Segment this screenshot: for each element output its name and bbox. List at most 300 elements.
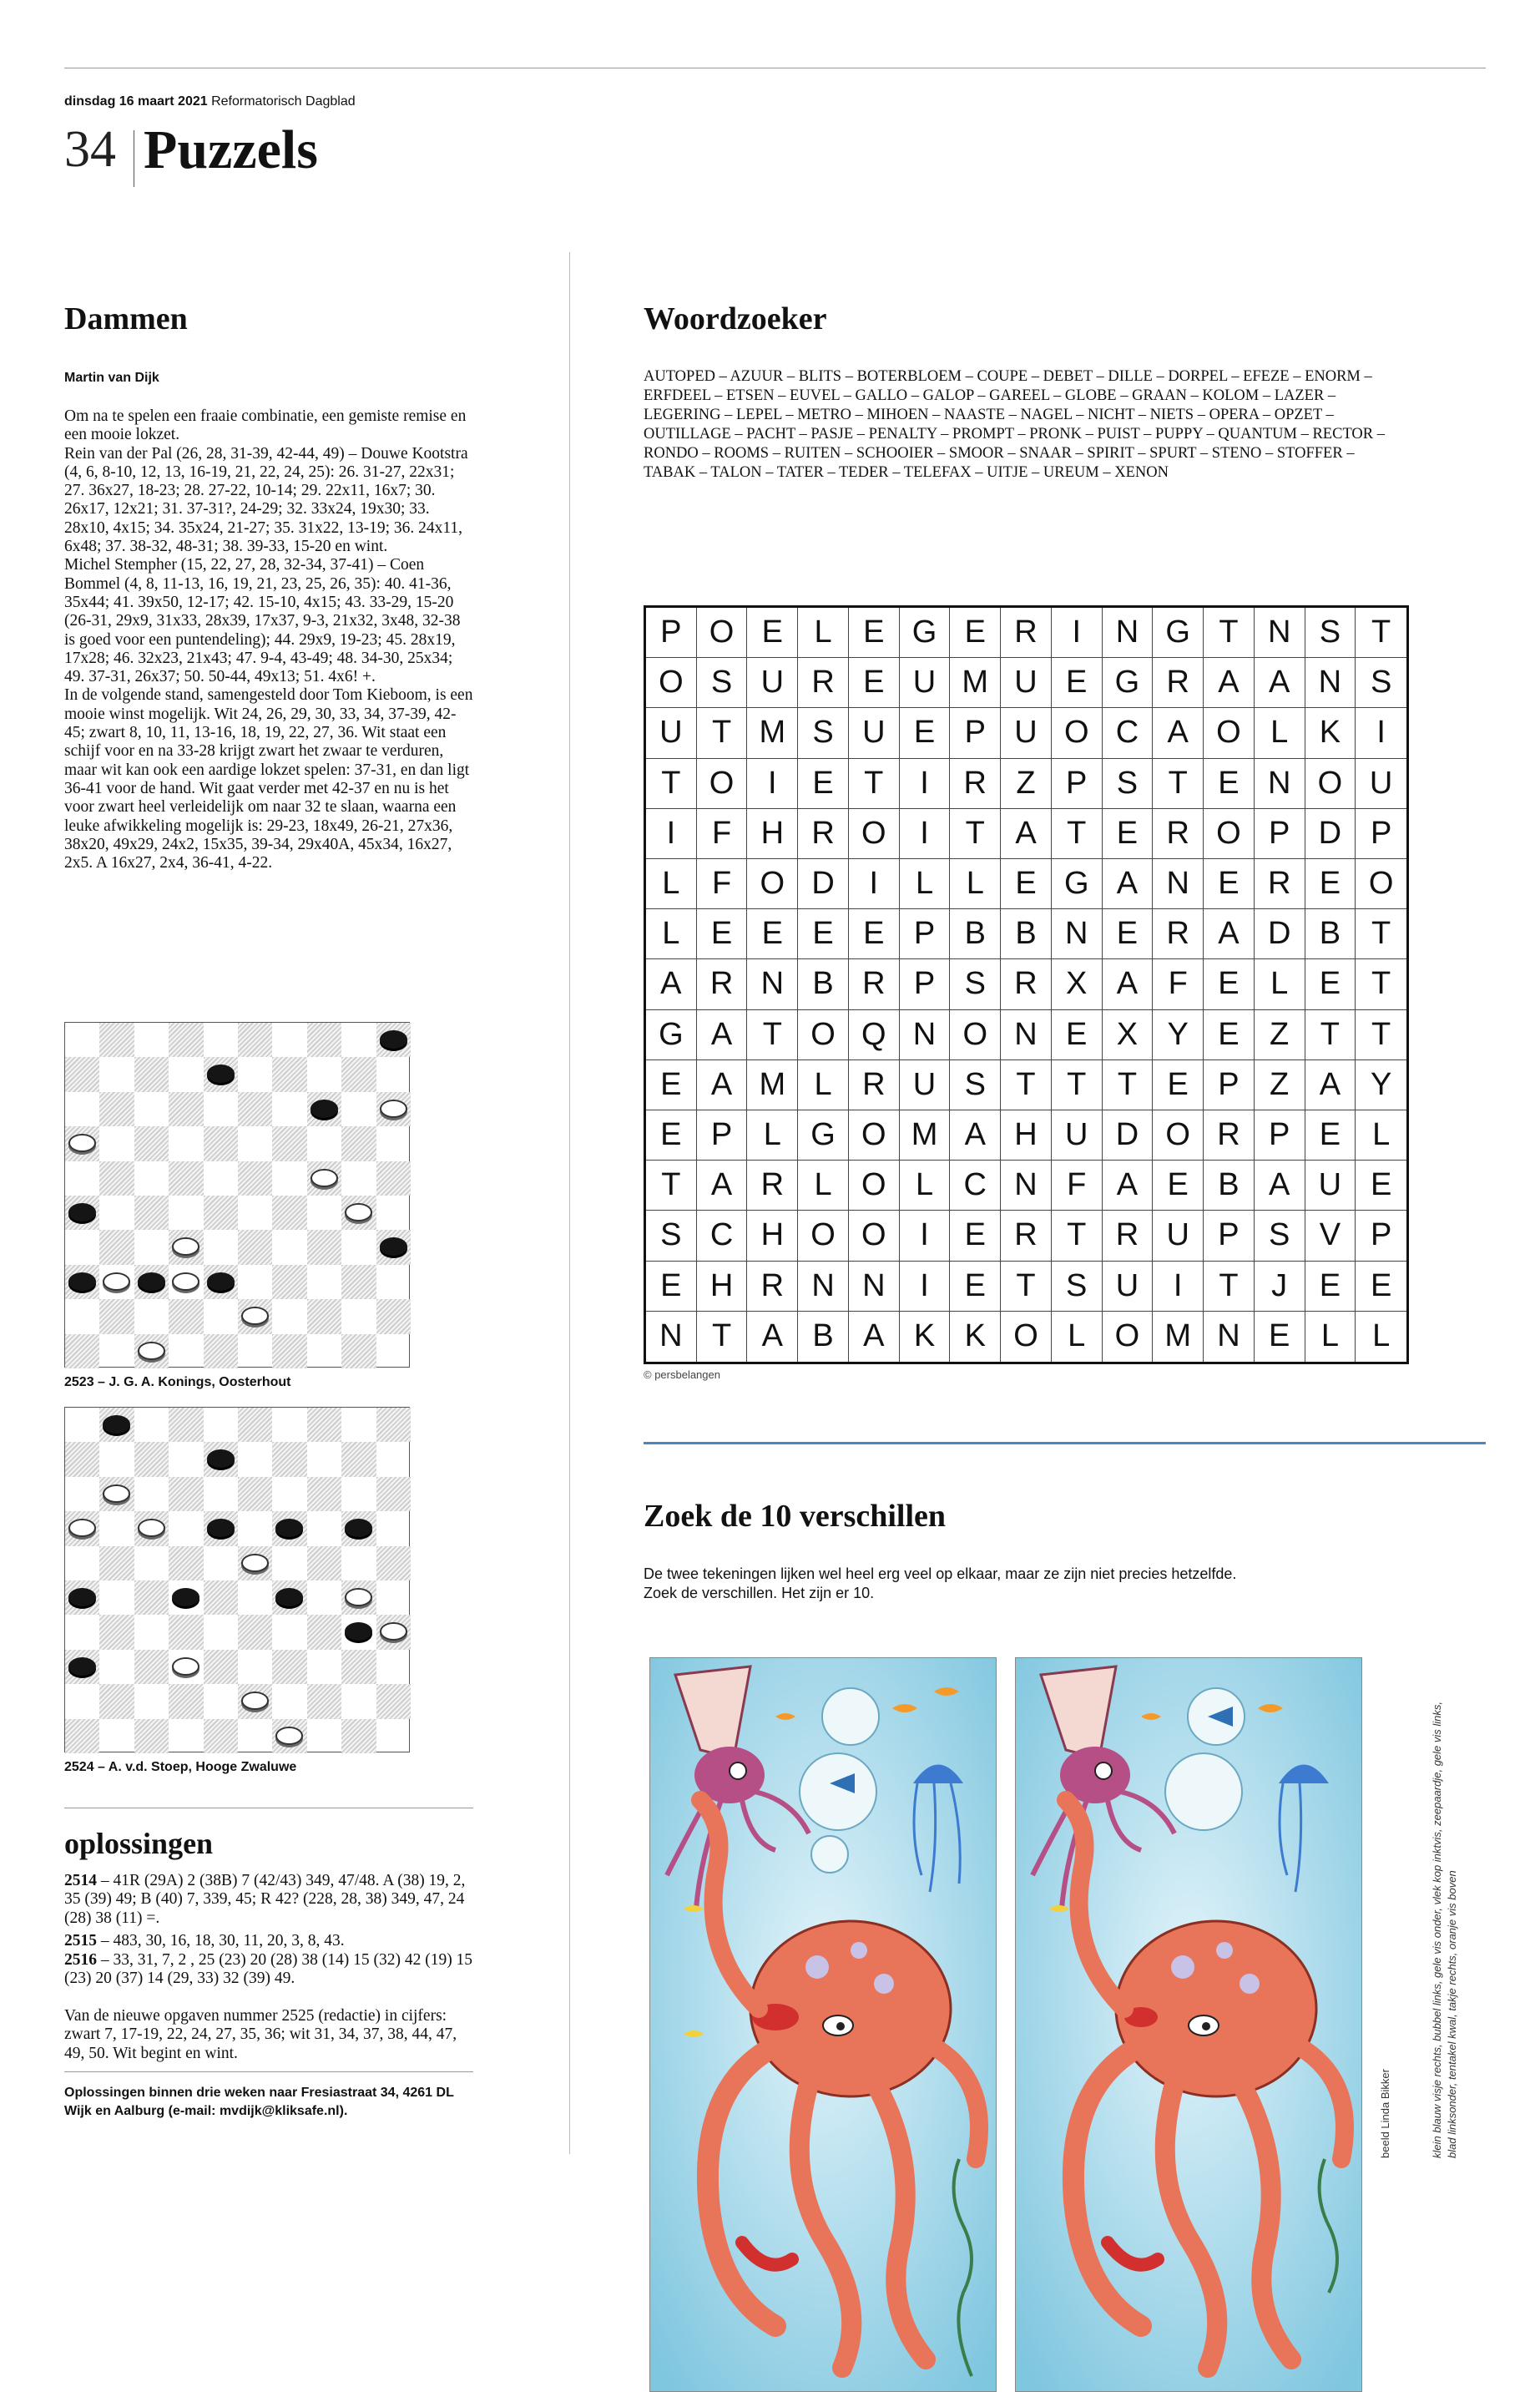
- black-piece: [207, 1449, 235, 1468]
- board-square: [99, 1442, 134, 1476]
- board-square: [99, 1546, 134, 1580]
- solution-2515-text: – 483, 30, 16, 18, 30, 11, 20, 3, 8, 43.: [97, 1932, 345, 1950]
- board-square: [99, 1299, 134, 1333]
- grid-letter: E: [1305, 1262, 1356, 1312]
- grid-letter: R: [849, 1060, 900, 1110]
- grid-letter: P: [1255, 809, 1305, 859]
- board-square: [307, 1023, 341, 1057]
- board-square: [272, 1126, 306, 1161]
- grid-letter: K: [900, 1312, 951, 1362]
- board-square: [238, 1442, 272, 1476]
- board-square: [376, 1057, 411, 1091]
- board-square: [99, 1023, 134, 1057]
- board-square: [238, 1092, 272, 1126]
- board-square: [238, 1408, 272, 1442]
- board-square: [238, 1650, 272, 1684]
- board-square: [238, 1511, 272, 1545]
- grid-letter: A: [697, 1161, 748, 1211]
- grid-letter: M: [747, 708, 798, 758]
- board-square: [169, 1615, 203, 1649]
- grid-letter: L: [646, 909, 697, 959]
- board-square: [307, 1719, 341, 1753]
- verschillen-heading: Zoek de 10 verschillen: [644, 1499, 947, 1534]
- board-square: [272, 1092, 306, 1126]
- grid-letter: T: [697, 708, 748, 758]
- white-piece: [345, 1203, 372, 1221]
- grid-letter: A: [697, 1060, 748, 1110]
- solution-2516-text: – 33, 31, 7, 2 , 25 (23) 20 (28) 38 (14) 15 (32) 42 (19) 15 (23) 20 (37) 14 (29, 33) 32 (39) 49.: [64, 1951, 477, 1988]
- board-square: [238, 1615, 272, 1649]
- verschillen-intro-line2: Zoek de verschillen. Het zijn er 10.: [644, 1585, 875, 1601]
- grid-letter: L: [798, 1161, 849, 1211]
- grid-letter: O: [1356, 859, 1406, 909]
- grid-letter: R: [1103, 1211, 1154, 1261]
- dammen-heading: Dammen: [64, 301, 188, 336]
- grid-letter: E: [697, 909, 748, 959]
- board-square: [272, 1196, 306, 1230]
- grid-letter: L: [900, 1161, 951, 1211]
- grid-letter: G: [646, 1010, 697, 1060]
- white-piece: [172, 1657, 199, 1676]
- grid-letter: T: [849, 759, 900, 809]
- board-square: [65, 1230, 99, 1264]
- white-piece: [103, 1272, 130, 1291]
- board-square: [376, 1477, 411, 1511]
- grid-letter: B: [950, 909, 1001, 959]
- board-square: [238, 1196, 272, 1230]
- grid-letter: X: [1052, 959, 1103, 1009]
- board-square: [134, 1442, 169, 1476]
- board-square: [169, 1196, 203, 1230]
- board-square: [341, 1719, 376, 1753]
- black-piece: [138, 1272, 165, 1291]
- verschillen-answers-line1: klein blauw visje rechts, bubbel links, gele vis onder, vlek kop inktvis, zeepaardje, gele vis links,: [1431, 1702, 1443, 2158]
- grid-letter: E: [1255, 1312, 1305, 1362]
- board-square: [134, 1684, 169, 1718]
- grid-letter: A: [1103, 959, 1154, 1009]
- board-square: [272, 1477, 306, 1511]
- grid-letter: T: [1001, 1060, 1052, 1110]
- board-square: [341, 1126, 376, 1161]
- board-square: [307, 1684, 341, 1718]
- grid-letter: O: [1305, 759, 1356, 809]
- board-square: [99, 1615, 134, 1649]
- board-square: [238, 1719, 272, 1753]
- grid-letter: R: [1255, 859, 1305, 909]
- grid-letter: L: [1372, 1318, 1391, 1354]
- grid-letter: S: [697, 658, 748, 708]
- grid-letter: E: [646, 1060, 697, 1110]
- dammen-article: Om na te spelen een fraaie combinatie, een gemiste remise en een mooie lokzet. Rein van der Pal (26, 28, 31-39, 42-44, 49) – Douwe Kootstra (4, 6, 8-10, 12, 13, 16-19, 21, 22, 24, 25): 26. 31-27, 22x31; 27. 36x27, 18-23; 28. 27-22, 10-14; 29. 22x11, 16x7; 30. 26x17, 12x21; 31. 37-31?, 24-29; 32. 33x24, 19x30; 33. 28x10, 4x15; 34. 35x24, 21-27; 35. 31x22, 13-19; 36. 24x11, 6x48; 37. 38-32, 48-31; 38. 39-33, 15-20 en wint. Michel Stempher (15, 22, 27, 28, 32-34, 37-41) – Coen Bommel (4, 8, 11-13, 16, 19, 21, 23, 25, 26, 35): 40. 41-36, 35x44; 41. 39x50, 12-17; 42. 15-10, 4x15; 43. 33-29, 15-20 (26-31, 29x9, 31x33, 28x39, 17x37, 9-3, 21x32, 3x48, 32-38 is goed voor een puntendeling); 44. 29x9, 19-23; 45. 28x19, 17x28; 46. 32x23, 21x43; 47. 9-4, 43-49; 48. 34-30, 25x34; 49. 37-31, 26x37; 50. 50-44, 49x13; 51. 4x6! +. In de volgende stand, samengesteld door Tom Kieboom, is een mooie winst mogelijk. Wit 24, 26, 29, 30, 33, 34, 37-39, 42-45; zwart 8, 10, 11, 13-16, 18, 19, 22, 27, 36. Wit staat een schijf voor en na 33-28 krijgt zwart het zwaar te verduren, maar wit kan ook een aardige lokzet spelen: 37-31, en dan ligt 36-41 voor de hand. Wit gaat verder met 42-37 en nu is het voor zwart heel verleidelijk om naar 32 te slaan, waarna een leuke afwikkeling mogelijk is: 29-23, 18x49, 26-21, 27x36, 38x20, 49x29, 24x2, 15x35, 39-34, 29x40A, 45x34, 16x27, 2x5. A 16x27, 2x4, 36-41, 4-22.: [64, 407, 473, 872]
- board-square: [272, 1265, 306, 1299]
- dateline: [64, 94, 356, 109]
- grid-letter: P: [1356, 809, 1406, 859]
- grid-letter: K: [950, 1312, 1001, 1362]
- board-square: [376, 1719, 411, 1753]
- grid-letter: E: [646, 1110, 697, 1161]
- grid-letter: G: [900, 608, 951, 658]
- grid-letter: I: [1153, 1262, 1204, 1312]
- grid-letter: C: [697, 1211, 748, 1261]
- illustration-right: [1015, 1657, 1362, 2392]
- grid-letter: R: [798, 658, 849, 708]
- grid-letter: U: [1001, 658, 1052, 708]
- grid-letter: A: [747, 1312, 798, 1362]
- grid-letter: N: [1001, 1010, 1052, 1060]
- board-square: [272, 1684, 306, 1718]
- board-square: [99, 1334, 134, 1368]
- board-square: [99, 1684, 134, 1718]
- board-square: [307, 1546, 341, 1580]
- grid-letter: E: [1305, 859, 1356, 909]
- black-piece: [207, 1065, 235, 1083]
- board-square: [65, 1719, 99, 1753]
- grid-letter: F: [1153, 959, 1204, 1009]
- board-square: [134, 1092, 169, 1126]
- board-square: [169, 1511, 203, 1545]
- grid-letter: L: [798, 1060, 849, 1110]
- white-piece: [380, 1622, 407, 1641]
- board-square: [376, 1511, 411, 1545]
- grid-letter: R: [1001, 608, 1052, 658]
- board-square: [238, 1057, 272, 1091]
- grid-letter: E: [950, 608, 1001, 658]
- grid-letter: L: [950, 859, 1001, 909]
- grid-letter: S: [798, 708, 849, 758]
- grid-letter: P: [1204, 1211, 1255, 1261]
- grid-letter: T: [1356, 959, 1406, 1009]
- board-square: [272, 1650, 306, 1684]
- board-square: [169, 1719, 203, 1753]
- board-square: [65, 1023, 99, 1057]
- board-square: [65, 1442, 99, 1476]
- board-square: [169, 1057, 203, 1091]
- verschillen-answers-line2: blad linksonder, tentakel kwal, takje rechts, oranje vis boven: [1446, 1870, 1458, 2158]
- grid-letter: B: [1204, 1161, 1255, 1211]
- grid-letter: A: [1001, 809, 1052, 859]
- grid-letter: R: [798, 809, 849, 859]
- verschillen-intro-line1: De twee tekeningen lijken wel heel erg veel op elkaar, maar ze zijn niet precies hetzelfde.: [644, 1565, 1237, 1582]
- grid-letter: E: [1204, 959, 1255, 1009]
- grid-letter: L: [646, 859, 697, 909]
- board-square: [169, 1408, 203, 1442]
- board-square: [204, 1023, 238, 1057]
- grid-letter: C: [1103, 708, 1154, 758]
- board-square: [169, 1334, 203, 1368]
- grid-letter: M: [900, 1110, 951, 1161]
- column-divider: [569, 252, 570, 2154]
- grid-letter: P: [900, 959, 951, 1009]
- board-square: [376, 1126, 411, 1161]
- board-square: [169, 1126, 203, 1161]
- grid-letter: E: [950, 1211, 1001, 1261]
- grid-letter: Z: [1001, 759, 1052, 809]
- board-square: [134, 1546, 169, 1580]
- grid-letter: O: [1204, 809, 1255, 859]
- board-square: [272, 1057, 306, 1091]
- grid-letter: U: [849, 708, 900, 758]
- grid-letter: O: [849, 1211, 900, 1261]
- grid-letter: N: [747, 959, 798, 1009]
- white-piece: [275, 1727, 303, 1745]
- grid-letter: L: [1255, 708, 1305, 758]
- board-square: [307, 1477, 341, 1511]
- white-piece: [380, 1100, 407, 1118]
- grid-letter: T: [1204, 1262, 1255, 1312]
- board-square: [341, 1230, 376, 1264]
- grid-letter: R: [1001, 959, 1052, 1009]
- white-piece: [172, 1272, 199, 1291]
- board-square: [65, 1477, 99, 1511]
- grid-letter: R: [849, 959, 900, 1009]
- grid-letter: L: [747, 1110, 798, 1161]
- grid-letter: S: [1052, 1262, 1103, 1312]
- grid-letter: I: [900, 759, 951, 809]
- board-square: [169, 1023, 203, 1057]
- solution-2515-number: 2515: [64, 1932, 97, 1950]
- grid-letter: U: [646, 708, 697, 758]
- grid-letter: O: [1153, 1110, 1204, 1161]
- grid-letter: A: [950, 1110, 1001, 1161]
- black-piece: [68, 1588, 96, 1606]
- board-square: [376, 1196, 411, 1230]
- grid-letter: U: [1052, 1110, 1103, 1161]
- grid-letter: E: [1204, 1010, 1255, 1060]
- grid-letter: R: [747, 1262, 798, 1312]
- grid-letter: L: [1305, 1312, 1356, 1362]
- grid-letter: S: [1356, 658, 1406, 708]
- grid-letter: O: [646, 658, 697, 708]
- board-square: [341, 1546, 376, 1580]
- grid-letter: A: [1204, 909, 1255, 959]
- grid-letter: L: [1255, 959, 1305, 1009]
- grid-letter: S: [1103, 759, 1154, 809]
- grid-letter: N: [1103, 608, 1154, 658]
- grid-letter: P: [1204, 1060, 1255, 1110]
- board-square: [169, 1442, 203, 1476]
- board-square: [376, 1442, 411, 1476]
- board-square: [341, 1299, 376, 1333]
- woordzoeker-heading: Woordzoeker: [644, 301, 827, 336]
- grid-letter: P: [646, 608, 697, 658]
- grid-letter: O: [849, 1110, 900, 1161]
- board-square: [204, 1126, 238, 1161]
- grid-letter: F: [697, 859, 748, 909]
- new-problems-text: Van de nieuwe opgaven nummer 2525 (redactie) in cijfers: zwart 7, 17-19, 22, 24, 27, 35, 36; wit 31, 34, 37, 38, 44, 47, 49, 50. Wit begint en wint.: [64, 2007, 462, 2062]
- section-accent-rule: [644, 1442, 1486, 1444]
- grid-letter: T: [1356, 1010, 1406, 1060]
- grid-letter: E: [1052, 1010, 1103, 1060]
- grid-letter: T: [1305, 1010, 1356, 1060]
- board-square: [169, 1477, 203, 1511]
- grid-letter: U: [747, 658, 798, 708]
- grid-letter: T: [747, 1010, 798, 1060]
- board-square: [169, 1684, 203, 1718]
- grid-letter: R: [1153, 909, 1204, 959]
- grid-letter: P: [900, 909, 951, 959]
- grid-letter: B: [1001, 909, 1052, 959]
- grid-letter: E: [849, 608, 900, 658]
- grid-letter: T: [697, 1312, 748, 1362]
- grid-letter: U: [1356, 759, 1406, 809]
- black-piece: [311, 1100, 338, 1118]
- grid-letter: E: [1001, 859, 1052, 909]
- board-square: [204, 1684, 238, 1718]
- grid-letter: G: [1153, 608, 1204, 658]
- grid-letter: G: [1052, 859, 1103, 909]
- black-piece: [380, 1030, 407, 1049]
- grid-letter: E: [646, 1262, 697, 1312]
- grid-letter: S: [950, 959, 1001, 1009]
- board-square: [134, 1650, 169, 1684]
- board-square: [204, 1196, 238, 1230]
- illustration-left: [649, 1657, 997, 2392]
- grid-letter: E: [798, 759, 849, 809]
- board-square: [65, 1546, 99, 1580]
- grid-letter: U: [1001, 708, 1052, 758]
- grid-letter: S: [1255, 1211, 1305, 1261]
- board-square: [238, 1265, 272, 1299]
- board-square: [238, 1334, 272, 1368]
- grid-letter: T: [646, 759, 697, 809]
- board-square: [204, 1299, 238, 1333]
- board-square: [204, 1477, 238, 1511]
- grid-letter: L: [1052, 1312, 1103, 1362]
- grid-letter: I: [900, 809, 951, 859]
- grid-letter: O: [849, 809, 900, 859]
- board-square: [204, 1650, 238, 1684]
- board-square: [65, 1092, 99, 1126]
- board-square: [272, 1442, 306, 1476]
- grid-letter: H: [747, 809, 798, 859]
- board-square: [376, 1299, 411, 1333]
- board-square: [134, 1719, 169, 1753]
- board-square: [65, 1615, 99, 1649]
- grid-letter: T: [1052, 1211, 1103, 1261]
- grid-letter: N: [1001, 1161, 1052, 1211]
- board-square: [341, 1684, 376, 1718]
- board-square: [307, 1408, 341, 1442]
- grid-letter: I: [900, 1262, 951, 1312]
- grid-letter: F: [697, 809, 748, 859]
- board-square: [65, 1161, 99, 1196]
- board-square: [204, 1546, 238, 1580]
- grid-letter: O: [697, 759, 748, 809]
- grid-letter: E: [1153, 1161, 1204, 1211]
- grid-letter: A: [1153, 708, 1204, 758]
- board-square: [134, 1057, 169, 1091]
- grid-letter: I: [646, 809, 697, 859]
- grid-letter: T: [1103, 1060, 1154, 1110]
- board-square: [307, 1057, 341, 1091]
- grid-letter: E: [1356, 1262, 1406, 1312]
- grid-letter: I: [1356, 708, 1406, 758]
- board-square: [376, 1684, 411, 1718]
- board-square: [134, 1161, 169, 1196]
- grid-letter: N: [1255, 759, 1305, 809]
- board-2524-caption: 2524 – A. v.d. Stoep, Hooge Zwaluwe: [64, 1760, 297, 1774]
- board-square: [99, 1511, 134, 1545]
- underwater-scene-left: [650, 1658, 997, 2392]
- board-square: [204, 1615, 238, 1649]
- grid-letter: P: [1052, 759, 1103, 809]
- board-square: [204, 1161, 238, 1196]
- board-square: [65, 1057, 99, 1091]
- board-square: [204, 1580, 238, 1615]
- board-square: [134, 1196, 169, 1230]
- illustration-credit: beeld Linda Bikker: [1379, 2069, 1391, 2158]
- board-square: [169, 1546, 203, 1580]
- grid-letter: E: [747, 909, 798, 959]
- board-square: [65, 1684, 99, 1718]
- grid-letter: Z: [1255, 1010, 1305, 1060]
- black-piece: [207, 1272, 235, 1291]
- grid-letter: E: [1204, 759, 1255, 809]
- grid-letter: R: [1153, 809, 1204, 859]
- grid-letter: Y: [1153, 1010, 1204, 1060]
- board-square: [307, 1196, 341, 1230]
- grid-letter: P: [1255, 1110, 1305, 1161]
- grid-letter: D: [1305, 809, 1356, 859]
- grid-letter: D: [1255, 909, 1305, 959]
- board-square: [65, 1408, 99, 1442]
- board-square: [238, 1477, 272, 1511]
- grid-letter: Y: [1356, 1060, 1406, 1110]
- grid-letter: B: [798, 959, 849, 1009]
- grid-letter: T: [1052, 1060, 1103, 1110]
- solution-2514-text: – 41R (29A) 2 (38B) 7 (42/43) 349, 47/48. A (38) 19, 2, 35 (39) 49; B (40) 7, 339, 45; R 42? (228, 28, 38) 349, 47, 24 (28) 38 (11) =.: [64, 1872, 470, 1927]
- board-square: [376, 1408, 411, 1442]
- solution-2516-number: 2516: [64, 1951, 97, 1969]
- board-square: [204, 1230, 238, 1264]
- board-square: [134, 1023, 169, 1057]
- grid-letter: N: [1204, 1312, 1255, 1362]
- grid-letter: E: [950, 1262, 1001, 1312]
- grid-letter: H: [1001, 1110, 1052, 1161]
- board-square: [169, 1092, 203, 1126]
- black-piece: [380, 1237, 407, 1256]
- board-square: [307, 1265, 341, 1299]
- grid-letter: A: [849, 1312, 900, 1362]
- grid-letter: O: [798, 1211, 849, 1261]
- grid-letter: B: [1305, 909, 1356, 959]
- grid-letter: E: [798, 909, 849, 959]
- grid-letter: U: [900, 1060, 951, 1110]
- board-square: [272, 1546, 306, 1580]
- board-square: [376, 1265, 411, 1299]
- grid-letter: O: [1103, 1312, 1154, 1362]
- black-piece: [68, 1272, 96, 1291]
- grid-letter: R: [697, 959, 748, 1009]
- grid-letter: A: [646, 959, 697, 1009]
- board-square: [238, 1230, 272, 1264]
- date: dinsdag 16 maart 2021: [64, 94, 208, 109]
- board-2523-caption: 2523 – J. G. A. Konings, Oosterhout: [64, 1375, 291, 1389]
- black-piece: [68, 1657, 96, 1676]
- grid-letter: S: [950, 1060, 1001, 1110]
- grid-letter: E: [1052, 658, 1103, 708]
- newspaper-name: Reformatorisch Dagblad: [211, 94, 356, 109]
- grid-letter: T: [1356, 909, 1406, 959]
- board-square: [134, 1299, 169, 1333]
- grid-letter: E: [1103, 809, 1154, 859]
- board-square: [204, 1408, 238, 1442]
- board-square: [376, 1161, 411, 1196]
- woordzoeker-word-list: AUTOPED – AZUUR – BLITS – BOTERBLOEM – COUPE – DEBET – DILLE – DORPEL – EFEZE – ENORM – ERFDEEL – ETSEN – EUVEL – GALLO – GALOP – GAREEL – GLOBE – GRAAN – KOLOM – LAZER – LEGERING – LEPEL – METRO – MIHOEN – NAASTE – NAGEL – NICHT – NIETS – OPERA – OPZET – OUTILLAGE – PACHT – PASJE – PENALTY – PROMPT – PRONK – PUIST – PUPPY – QUANTUM – RECTOR – RONDO – ROOMS – RUITEN – SCHOOIER – SMOOR – SNAAR – SPIRIT – SPURT – STENO – STOFFER – TABAK – TALON – TATER – TEDER – TELEFAX – UITJE – UREUM – XENON: [644, 368, 1385, 481]
- board-square: [99, 1126, 134, 1161]
- board-square: [99, 1196, 134, 1230]
- board-square: [272, 1615, 306, 1649]
